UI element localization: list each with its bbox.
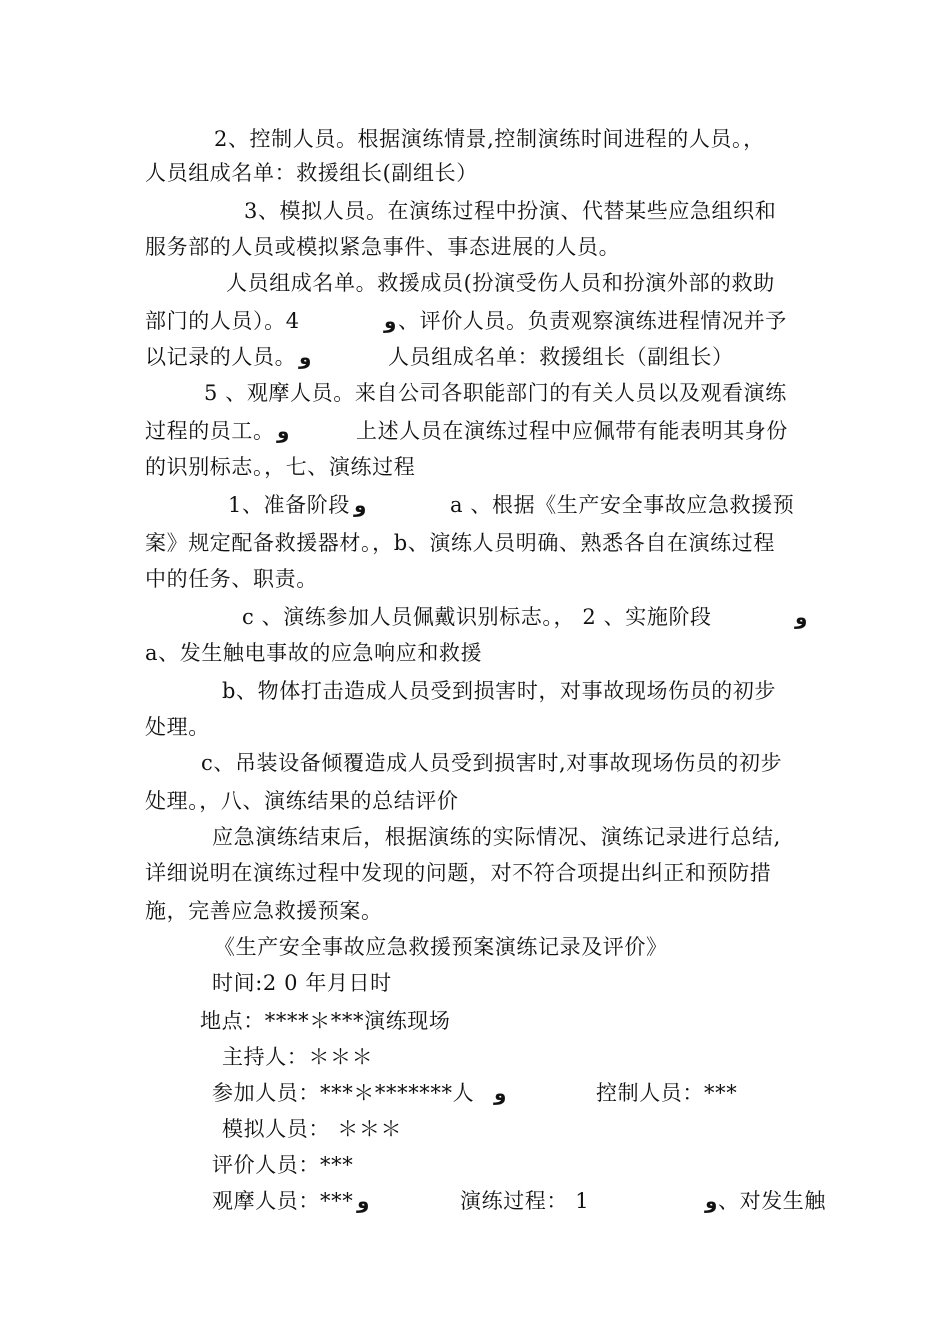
line-segment: 控制人员：*** xyxy=(596,1081,738,1105)
line-segment: 、对发生触 xyxy=(718,1189,826,1213)
line-segment: 人员组成名单：救援组长（副组长） xyxy=(388,345,734,369)
record-host: 主持人：＊＊＊ xyxy=(222,1045,374,1069)
stray-glyph: ﻭ xyxy=(705,1189,718,1213)
line-segment: 以记录的人员。 xyxy=(145,345,297,369)
paragraph-line: 人员组成名单：救援组长(副组长） xyxy=(145,161,478,185)
line-segment: a 、根据《生产安全事故应急救援预 xyxy=(450,493,795,517)
stray-glyph: ﻭ xyxy=(357,1189,370,1213)
line-segment: 部门的人员）。4 xyxy=(145,309,300,333)
line-segment: 参加人员：***＊*******人 xyxy=(212,1081,475,1105)
record-title: 《生产安全事故应急救援预案演练记录及评价》 xyxy=(214,935,668,959)
paragraph-line: 3、模拟人员。在演练过程中扮演、代替某些应急组织和 xyxy=(244,199,777,223)
paragraph-line: 中的任务、职责。 xyxy=(145,567,318,591)
paragraph-line: c、吊装设备倾覆造成人员受到损害时,对事故现场伤员的初步 xyxy=(201,751,783,775)
paragraph-line: 案》规定配备救援器材。，b、演练人员明确、熟悉各自在演练过程 xyxy=(145,531,775,555)
record-simulation-staff: 模拟人员： ＊＊＊ xyxy=(222,1117,403,1141)
paragraph-line: 5 、观摩人员。来自公司各职能部门的有关人员以及观看演练 xyxy=(204,381,787,405)
paragraph-line: 应急演练结束后，根据演练的实际情况、演练记录进行总结, xyxy=(212,825,781,849)
stray-glyph: ﻭ xyxy=(384,309,397,333)
paragraph-line: a、发生触电事故的应急响应和救援 xyxy=(145,641,483,665)
paragraph-line: b、物体打击造成人员受到损害时，对事故现场伤员的初步 xyxy=(222,679,777,703)
paragraph-line: 人员组成名单。救援成员(扮演受伤人员和扮演外部的救助 xyxy=(226,271,775,295)
paragraph-line: 服务部的人员或模拟紧急事件、事态进展的人员。 xyxy=(145,235,621,259)
paragraph-line: 2、控制人员。根据演练情景,控制演练时间进程的人员。， xyxy=(214,127,765,151)
record-location: 地点：****＊***演练现场 xyxy=(200,1009,451,1033)
line-segment: c 、演练参加人员佩戴识别标志。， 2 、实施阶段 xyxy=(242,605,712,629)
paragraph-line: 详细说明在演练过程中发现的问题，对不符合项提出纠正和预防措 xyxy=(145,861,772,885)
stray-glyph: ﻭ xyxy=(277,419,290,443)
stray-glyph: ﻭ xyxy=(299,345,312,369)
stray-glyph: ﻭ xyxy=(354,493,367,517)
stray-glyph: ﻭ xyxy=(795,605,808,629)
line-segment: 观摩人员：*** xyxy=(212,1189,354,1213)
line-segment: 上述人员在演练过程中应佩带有能表明其身份 xyxy=(356,419,788,443)
line-segment: 演练过程： 1 xyxy=(460,1189,590,1213)
line-segment: 过程的员工。 xyxy=(145,419,275,443)
line-segment: 、评价人员。负责观察演练进程情况并予 xyxy=(398,309,787,333)
paragraph-line: 的识别标志。，七、演练过程 xyxy=(145,455,416,479)
record-time: 时间:2 0 年月日时 xyxy=(212,971,392,995)
paragraph-line: 施，完善应急救援预案。 xyxy=(145,899,383,923)
paragraph-line: 处理。 xyxy=(145,715,210,739)
record-evaluators: 评价人员：*** xyxy=(212,1153,354,1177)
line-segment: 1、准备阶段 xyxy=(228,493,350,517)
stray-glyph: ﻭ xyxy=(494,1081,507,1105)
paragraph-line: 处理。，八、演练结果的总结评价 xyxy=(145,789,459,813)
